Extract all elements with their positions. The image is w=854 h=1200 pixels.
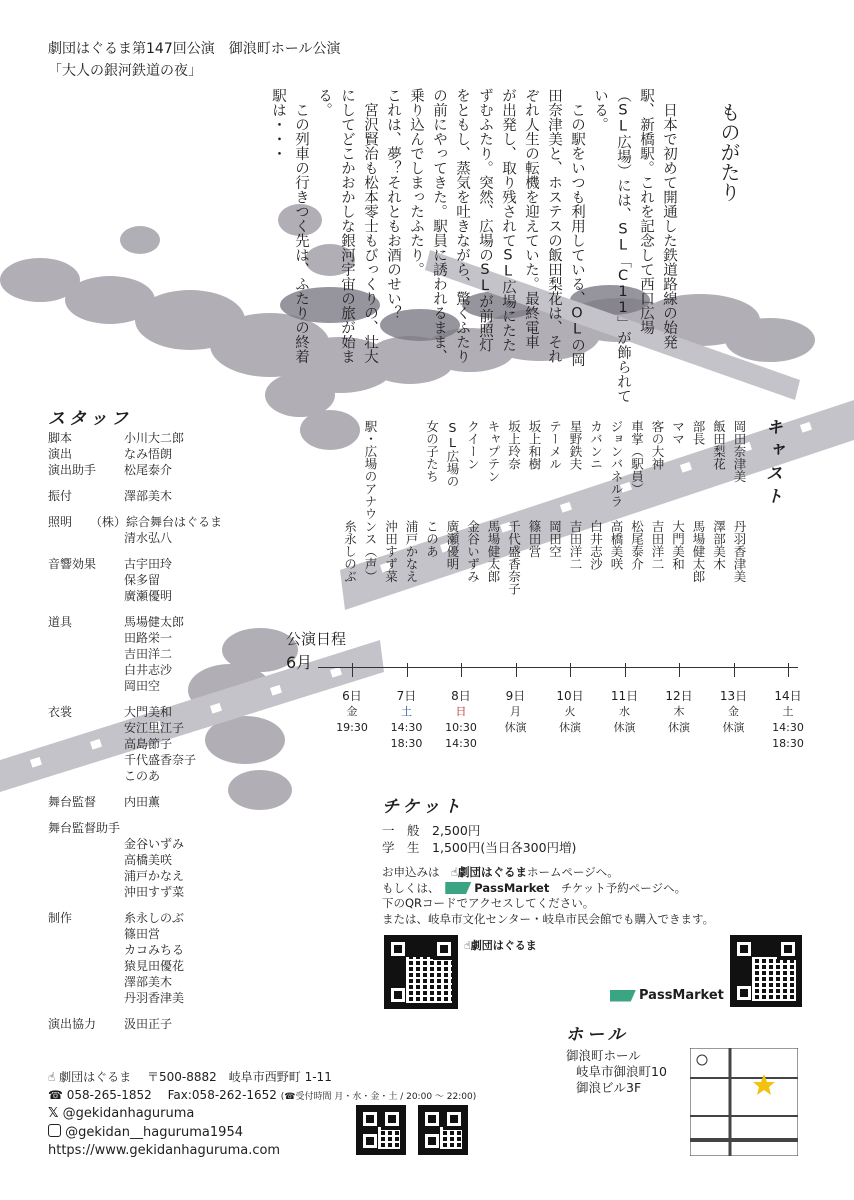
schedule-tick	[734, 663, 735, 677]
story-line: 日本で初めて開通した鉄道路線の始発	[661, 88, 677, 349]
schedule-dow: 火	[564, 705, 576, 718]
passmarket-logo-icon	[445, 882, 471, 894]
story-line: （SL広場）には、SL「C11」が飾られて	[615, 88, 631, 403]
schedule-time: 休演	[668, 721, 690, 734]
footer-x[interactable]	[48, 1106, 194, 1121]
cast-actor: 馬場健太郎	[486, 520, 501, 583]
schedule-date: 9日	[505, 689, 526, 703]
story-line: この列車の行きつく先は、ふたりの終着	[293, 88, 309, 364]
footer-address-text: 岐阜市西野町 1-11	[228, 1070, 332, 1084]
cast-role: クイーン	[465, 420, 481, 470]
story-line: この駅をいつも利用している、OLの岡	[569, 88, 585, 367]
schedule-day	[763, 688, 813, 752]
staff-role: 道具	[48, 615, 73, 629]
schedule-day	[600, 688, 650, 736]
student-price: 1,500円(当日各300円増)	[432, 840, 577, 855]
story-line: をともし、蒸気を吐きながら、驚くふたり	[454, 88, 470, 364]
hand-icon: ☝	[464, 939, 471, 952]
schedule-time: 14:30	[445, 737, 477, 750]
hall-heading: ホール	[566, 1025, 629, 1045]
staff-name: 澤部美木	[124, 975, 173, 989]
schedule-day	[382, 688, 432, 752]
schedule-date: 12日	[665, 689, 693, 703]
cast-actor: 千代盛香奈子	[506, 520, 522, 595]
story-body	[250, 88, 680, 403]
schedule-date: 11日	[610, 689, 639, 703]
footer-org: 劇団はぐるま	[59, 1070, 132, 1084]
footer-postal: 〒500-8882	[146, 1070, 217, 1084]
cast-actor: 沖田すず菜	[383, 520, 399, 583]
schedule-dow: 水	[619, 705, 630, 718]
staff-name: 浦戸かなえ	[124, 869, 185, 883]
cast-actor: 糸永しのぶ	[342, 520, 358, 583]
cast-role: 女の子たち	[424, 420, 440, 483]
schedule-time: 休演	[613, 721, 636, 734]
hand-icon: ☝	[451, 865, 459, 879]
hand-icon: ☝	[48, 1070, 56, 1084]
schedule-day	[327, 688, 377, 736]
schedule-tick	[407, 663, 408, 677]
footer-url[interactable]: https://www.gekidanhaguruma.com	[48, 1143, 281, 1158]
schedule-date: 7日	[396, 689, 417, 703]
staff-name: 猿見田優花	[124, 959, 185, 973]
cast-role: カバンニ	[588, 420, 604, 470]
staff-name: 白井志沙	[124, 663, 173, 677]
story-line: ぞれ人生の転機を迎えていた。最終電車	[523, 88, 539, 349]
story-line: 駅、新橋駅。これを記念して西口広場	[638, 88, 654, 335]
footer-hours: (☎受付時間 月・水・金・土 / 20:00 〜 22:00)	[280, 1092, 477, 1102]
footer-phone	[48, 1086, 476, 1103]
schedule-dow: 金	[346, 705, 358, 718]
ticket-line3: 下のQRコードでアクセスしてください。	[382, 896, 595, 910]
staff-name: 廣瀬優明	[124, 589, 173, 603]
story-line: 田奈津美と、ホステスの飯田梨花は、それ	[546, 88, 562, 364]
story-line: 宮沢賢治も松本零士もびっくりの、壮大	[362, 88, 378, 364]
schedule-tick	[516, 663, 517, 677]
cast-actor: 高橋美咲	[609, 520, 624, 570]
staff-name: 沖田すず菜	[124, 885, 185, 899]
schedule-dow: 金	[728, 705, 739, 718]
qr-code-haguruma[interactable]	[384, 935, 458, 1009]
cast-actor: 白井志沙	[588, 520, 604, 570]
story-line: いる。	[592, 88, 608, 132]
ticket-line1-pre: お申込みは	[382, 865, 440, 879]
qr-label-passmarket	[610, 988, 724, 1003]
ticket-heading: チケット	[382, 797, 465, 817]
schedule-days	[0, 660, 854, 760]
story-line: の前にやってきた。駅員に誘われるまま、	[431, 88, 447, 364]
qr-label-passmarket-text: PassMarket	[639, 988, 724, 1003]
schedule-tick	[788, 663, 789, 677]
general-label: 一 般	[382, 823, 420, 838]
qr-label-haguruma	[464, 937, 537, 953]
staff-role: 制作	[48, 911, 73, 925]
cast-actor: 丹羽香津美	[732, 520, 747, 583]
staff-name: 田路栄一	[124, 631, 173, 645]
schedule-time: 休演	[559, 721, 581, 734]
instagram-icon	[48, 1124, 61, 1137]
cast-actor: 吉田洋二	[568, 520, 583, 570]
staff-name: 保多留	[124, 573, 161, 587]
staff-name: （株）綜合舞台はぐるま	[90, 515, 223, 529]
schedule-tick	[570, 663, 571, 677]
phone-icon: ☎	[48, 1088, 63, 1102]
schedule-heading: 公演日程	[286, 630, 347, 648]
schedule-date: 10日	[556, 689, 584, 703]
qr-code-passmarket[interactable]	[730, 935, 802, 1007]
cast-actor: 篠田営	[527, 520, 542, 558]
x-logo-icon: 𝕏	[48, 1106, 59, 1121]
cast-role: ジョンバネルラ	[609, 420, 624, 508]
story-line: 乗り込んでしまったふたり。	[408, 88, 424, 277]
cast-role: テーメル	[547, 420, 563, 470]
schedule-dow: 日	[455, 705, 467, 718]
cast-actor: 吉田洋二	[650, 520, 665, 570]
hall-info	[566, 1048, 667, 1096]
staff-name: 千代盛香奈子	[124, 753, 197, 767]
schedule-tick	[352, 663, 353, 677]
cast-list	[330, 420, 750, 620]
schedule-time: 18:30	[390, 737, 423, 750]
qr-code-instagram[interactable]	[418, 1105, 468, 1155]
staff-role: 音響効果	[48, 557, 97, 571]
staff-role: 衣裳	[48, 705, 73, 719]
ticket-line2-pre: もしくは、	[382, 880, 434, 895]
qr-label-haguruma-text: 劇団はぐるま	[470, 939, 537, 952]
staff-name: 古宇田玲	[124, 557, 173, 571]
staff-name: 高島節子	[124, 737, 173, 751]
ticket-line2-post: チケット予約ページへ。	[560, 880, 687, 895]
cast-actor: 金谷いずみ	[465, 520, 481, 583]
cast-role: 飯田梨花	[711, 420, 727, 470]
staff-name: カコみちる	[124, 943, 185, 957]
staff-name: 吉田洋二	[124, 647, 173, 661]
staff-name: なみ悟朗	[124, 447, 173, 461]
hall-map	[690, 1048, 798, 1156]
footer-tel[interactable]: 058-265-1852	[66, 1088, 152, 1102]
cast-role: 岡田奈津美	[732, 420, 747, 483]
cast-role: 駅・広場のアナウンス（声）	[363, 420, 378, 583]
staff-name: 安江里江子	[124, 721, 185, 735]
cast-actor: 岡田空	[547, 520, 563, 558]
cast-actor: 大門美和	[670, 520, 686, 570]
schedule-day	[654, 688, 704, 736]
schedule-time: 休演	[504, 721, 527, 734]
ticket-line1-brand[interactable]: 劇団はぐるま	[458, 865, 528, 879]
staff-name: 松尾泰介	[124, 463, 173, 477]
staff-role: 演出協力	[48, 1017, 97, 1031]
schedule-date: 13日	[719, 689, 748, 703]
cast-actor: 松尾泰介	[629, 520, 645, 570]
ticket-line4: または、岐阜市文化センター・岐阜市民会館でも購入できます。	[382, 911, 715, 926]
qr-code-x[interactable]	[356, 1105, 406, 1155]
play-title: 「大人の銀河鉄道の夜」	[48, 63, 202, 79]
cast-actor: このあ	[424, 520, 440, 558]
schedule-date: 6日	[342, 689, 362, 703]
schedule-day	[709, 688, 759, 736]
performance-title: 劇団はぐるま第147回公演 御浪町ホール公演	[48, 41, 341, 57]
footer-address	[48, 1068, 332, 1085]
story-line: これは、夢？それともお酒のせい？	[385, 88, 401, 320]
schedule-dow: 土	[401, 705, 412, 718]
schedule-tick	[625, 663, 626, 677]
cast-actor: 馬場健太郎	[691, 520, 706, 583]
staff-name: このあ	[124, 769, 161, 783]
cast-heading: キャスト	[762, 418, 782, 510]
staff-heading: スタッフ	[48, 409, 132, 429]
staff-name: 篠田営	[124, 927, 161, 941]
staff-role: 照明	[48, 515, 73, 529]
schedule-day	[491, 688, 541, 736]
staff-role: 演出助手	[48, 463, 97, 477]
staff-name: 小川大二郎	[124, 431, 185, 445]
schedule-time: 休演	[722, 721, 745, 734]
hall-address2: 御浪ビル3F	[576, 1080, 642, 1095]
student-label: 学 生	[382, 840, 420, 855]
staff-name: 内田薫	[124, 795, 161, 809]
story-line: にしてどこかおかしな銀河宇宙の旅が始ま	[339, 88, 355, 364]
staff-name: 汲田正子	[124, 1017, 173, 1031]
schedule-time: 14:30	[772, 721, 804, 734]
cast-role: 部長	[691, 420, 706, 445]
staff-role: 演出	[48, 447, 73, 461]
schedule-dow: 月	[510, 705, 521, 718]
cast-role: ママ	[670, 420, 686, 445]
story-heading: ものがたり	[717, 102, 741, 202]
schedule-tick	[461, 663, 462, 677]
hall-name: 御浪町ホール	[566, 1048, 641, 1063]
story-line: が出発し、取り残されてSL広場にたた	[500, 88, 516, 352]
schedule-month: 6月	[286, 653, 313, 672]
staff-name: 清水弘八	[124, 531, 173, 545]
schedule-date: 14日	[774, 689, 802, 703]
staff-name: 金谷いずみ	[124, 837, 185, 851]
staff-name: 高橋美咲	[124, 853, 173, 867]
footer-instagram[interactable]	[48, 1124, 243, 1140]
schedule-day	[545, 688, 595, 736]
schedule-time: 19:30	[336, 721, 368, 734]
story-line: る。	[316, 88, 332, 117]
staff-name: 澤部美木	[124, 489, 173, 503]
cast-role: 星野鉄夫	[568, 420, 583, 470]
cast-role: 車掌（駅員）	[629, 420, 645, 495]
staff-role: 舞台監督	[48, 795, 97, 809]
cast-actor: 浦戸かなえ	[404, 520, 419, 583]
staff-role: 脚本	[48, 431, 73, 445]
staff-name: 大門美和	[124, 705, 173, 719]
schedule-time: 14:30	[390, 721, 423, 734]
ticket-info	[382, 865, 714, 927]
schedule-dow: 木	[673, 705, 685, 718]
story-line: 駅は・・・	[270, 88, 286, 161]
staff-name: 馬場健太郎	[124, 615, 185, 629]
cast-role: キャプテン	[486, 420, 501, 483]
schedule-day	[436, 688, 486, 752]
cast-actor: 廣瀬優明	[445, 520, 460, 570]
staff-name: 岡田空	[124, 679, 161, 693]
schedule-tick	[679, 663, 680, 677]
passmarket-logo-icon	[610, 990, 636, 1002]
staff-role: 舞台監督助手	[48, 821, 121, 835]
footer-fax: Fax:058-262-1652	[167, 1088, 277, 1102]
footer-instagram-account[interactable]: @gekidan__haguruma1954	[65, 1125, 243, 1140]
story-line: ずむふたり。突然、広場のSLが前照灯	[477, 88, 493, 352]
cast-role: 客の大神	[650, 420, 665, 470]
staff-name: 糸永しのぶ	[124, 911, 185, 925]
general-price: 2,500円	[432, 823, 481, 838]
schedule-time: 10:30	[445, 721, 477, 734]
cast-role: SL広場の	[445, 420, 460, 488]
ticket-line1-post: ホームページへ。	[527, 865, 619, 879]
cast-role: 坂上玲奈	[506, 420, 522, 470]
schedule-date: 8日	[451, 689, 471, 703]
cast-actor: 澤部美木	[711, 520, 727, 570]
schedule-time: 18:30	[772, 737, 804, 750]
ticket-line2-brand[interactable]: PassMarket	[474, 880, 550, 895]
ticket-prices	[382, 822, 576, 856]
cast-role: 坂上和樹	[527, 420, 542, 470]
staff-name: 丹羽香津美	[124, 991, 185, 1005]
hall-address1: 岐阜市御浪町10	[576, 1064, 667, 1079]
staff-role: 振付	[48, 489, 73, 503]
schedule-dow: 土	[782, 705, 794, 718]
footer-x-account[interactable]: @gekidanhaguruma	[62, 1106, 195, 1121]
